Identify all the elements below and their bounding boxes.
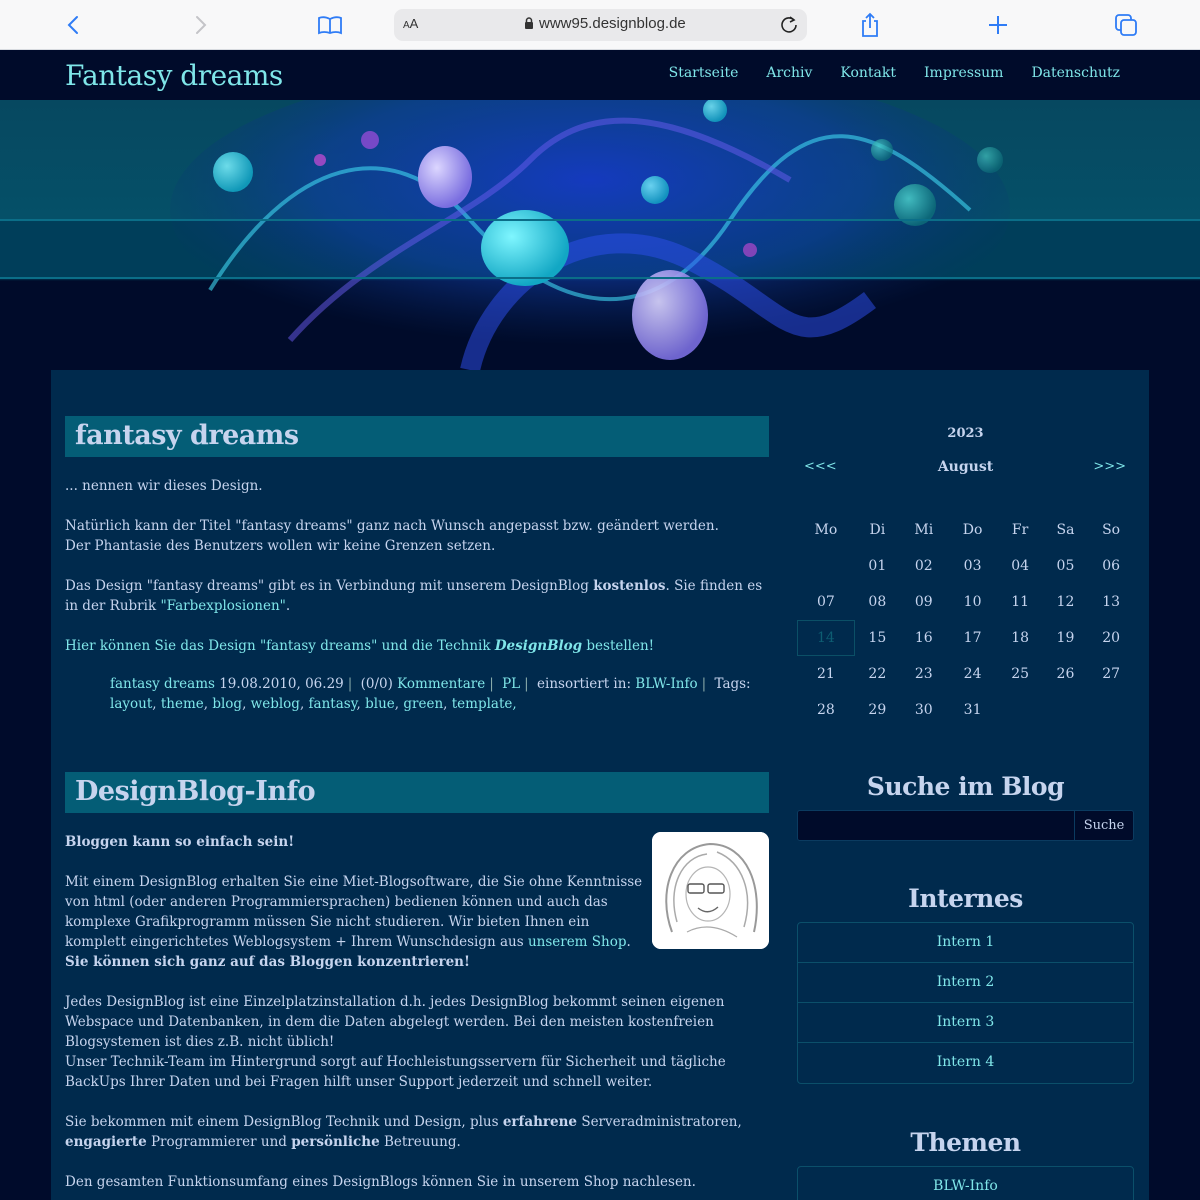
calendar-day: 13 <box>1102 594 1121 610</box>
tag-link[interactable]: layout <box>110 696 153 712</box>
nav-startseite[interactable]: Startseite <box>668 65 739 81</box>
post-title[interactable]: DesignBlog-Info <box>65 772 769 813</box>
main-nav <box>669 65 1120 81</box>
weekday-header: Fr <box>1011 522 1029 538</box>
post-paragraph: Das Design "fantasy dreams" gibt es in Verbindung mit unserem DesignBlog kostenlos. Sie finden es in der Rubrik "Farbexplosionen". <box>65 578 763 614</box>
internes-heading: Internes <box>908 884 1023 913</box>
share-icon[interactable] <box>855 10 885 40</box>
weekday-header: Mo <box>814 522 838 538</box>
header-banner <box>0 100 1200 370</box>
calendar-day: 29 <box>868 702 887 718</box>
calendar-day-today: 14 <box>797 620 855 656</box>
tag-link[interactable]: green <box>403 696 444 712</box>
weekday-header: Mi <box>914 522 934 538</box>
weekday-header: Do <box>962 522 983 538</box>
reader-aa-button[interactable]: AA <box>403 16 419 31</box>
nav-archiv[interactable]: Archiv <box>766 65 813 81</box>
calendar-day: 11 <box>1011 594 1030 610</box>
calendar-day: 30 <box>914 702 933 718</box>
post-paragraph: Den gesamten Funktionsumfang eines DesignBlogs können Sie in unserem Shop nachlesen. <box>65 1174 696 1190</box>
internes-list <box>797 922 1134 1084</box>
post-permalink-title[interactable]: fantasy dreams <box>110 676 215 692</box>
comments-count: (0/0) <box>360 676 393 692</box>
calendar-day: 07 <box>816 594 835 610</box>
post-designblog-info <box>65 772 769 1192</box>
themen-link-blw-info[interactable]: BLW-Info <box>933 1178 998 1194</box>
tag-link[interactable]: fantasy <box>308 696 357 712</box>
calendar-day: 12 <box>1056 594 1075 610</box>
search-widget <box>797 772 1134 841</box>
banner-line-bottom <box>0 277 1200 279</box>
shop-link[interactable]: unserem Shop <box>527 934 627 950</box>
calendar-day: 28 <box>816 702 835 718</box>
calendar-next-month[interactable]: >>> <box>1093 459 1126 474</box>
calendar-day: 24 <box>963 666 982 682</box>
post-fantasy-dreams <box>65 416 769 714</box>
post-body <box>65 476 769 656</box>
calendar-day <box>1088 692 1134 728</box>
search-input[interactable] <box>798 811 1075 840</box>
content-container <box>51 370 1149 1200</box>
forward-icon[interactable] <box>186 10 216 40</box>
calendar-day: 21 <box>816 666 835 682</box>
post-title[interactable]: fantasy dreams <box>65 416 769 457</box>
permalink-pl[interactable]: PL <box>502 676 521 692</box>
calendar-day: 05 <box>1056 558 1075 574</box>
calendar-day: 09 <box>914 594 933 610</box>
url-display[interactable] <box>524 15 686 32</box>
calendar-day: 19 <box>1056 630 1075 646</box>
post-paragraph: Sie bekommen mit einem DesignBlog Technik und Design, plus erfahrene Serveradministratoren, engagierte Programmierer und persönliche Betreuung. <box>65 1114 742 1150</box>
back-icon[interactable] <box>58 10 88 40</box>
bookmarks-icon[interactable] <box>315 10 345 40</box>
order-link[interactable]: Hier können Sie das Design "fantasy dreams" und die Technik DesignBlog bestellen! <box>65 638 655 654</box>
post-paragraph: ... nennen wir dieses Design. <box>65 478 263 494</box>
calendar-day: 02 <box>914 558 933 574</box>
calendar-day: 08 <box>868 594 887 610</box>
url-text: www95.designblog.de <box>539 15 686 32</box>
calendar-day: 17 <box>963 630 982 646</box>
weekday-header: Di <box>869 522 886 538</box>
calendar-day: 20 <box>1102 630 1121 646</box>
calendar-day <box>998 692 1043 728</box>
internes-widget <box>797 884 1134 1084</box>
nav-datenschutz[interactable]: Datenschutz <box>1031 65 1120 81</box>
calendar-day: 18 <box>1011 630 1030 646</box>
calendar-day <box>1043 692 1088 728</box>
calendar-day: 27 <box>1102 666 1121 682</box>
new-tab-icon[interactable] <box>983 10 1013 40</box>
tag-link[interactable]: weblog <box>250 696 300 712</box>
tag-link[interactable]: theme <box>160 696 204 712</box>
search-button[interactable]: Suche <box>1075 811 1133 840</box>
intern-link-4[interactable]: Intern 4 <box>936 1054 995 1070</box>
post-body <box>65 832 769 1192</box>
intern-link-1[interactable]: Intern 1 <box>798 923 1133 963</box>
main-column <box>65 416 769 1200</box>
calendar-day: 01 <box>868 558 887 574</box>
calendar-grid <box>797 512 1134 728</box>
intern-link-2[interactable]: Intern 2 <box>798 963 1133 1003</box>
calendar-day: 25 <box>1011 666 1030 682</box>
calendar-widget <box>797 426 1134 728</box>
calendar-day: 03 <box>963 558 982 574</box>
nav-impressum[interactable]: Impressum <box>924 65 1004 81</box>
calendar-day: 06 <box>1102 558 1121 574</box>
calendar-day: 23 <box>914 666 933 682</box>
calendar-day <box>797 548 855 584</box>
banner-line-top <box>0 219 1200 221</box>
themen-heading: Themen <box>910 1128 1021 1157</box>
site-title[interactable]: Fantasy dreams <box>65 59 283 92</box>
calendar-day: 22 <box>868 666 887 682</box>
fractal-bubbles-image <box>170 100 1060 370</box>
browser-toolbar <box>0 0 1200 50</box>
nav-kontakt[interactable]: Kontakt <box>840 65 897 81</box>
post-date: 19.08.2010, 06.29 <box>219 676 344 692</box>
lock-icon <box>524 17 534 30</box>
post-paragraph: Mit einem DesignBlog erhalten Sie eine Miet-Blogsoftware, die Sie ohne Kenntnisse von html (oder anderen Programmiersprachen) bedienen können und auch das komplexe Grafikprogramm müssen Sie nicht studieren. Wir bieten Ihnen ein komplett eingerichtetes Weblogsystem + Ihrem Wunschdesign aus unserem Shop. Sie können sich ganz auf das Bloggen konzentrieren! <box>65 874 643 970</box>
site-header <box>0 51 1200 100</box>
themen-widget <box>797 1128 1134 1200</box>
post-meta: fantasy dreams 19.08.2010, 06.29 | (0/0) Kommentare | PL | einsortiert in: BLW-Info | Tags: layout, theme, blog, weblog, fantasy, blue, green, template, <box>110 676 751 712</box>
address-bar[interactable] <box>394 9 807 41</box>
weekday-header: Sa <box>1056 522 1075 538</box>
category-label: einsortiert in: <box>537 676 631 692</box>
calendar-year: 2023 <box>947 426 984 441</box>
tabs-icon[interactable] <box>1111 10 1141 40</box>
tag-link[interactable]: blog <box>212 696 243 712</box>
weekday-header: So <box>1102 522 1121 538</box>
post-paragraph: Jedes DesignBlog ist eine Einzelplatzinstallation d.h. jedes DesignBlog bekommt seinen eigenen Webspace und Datenbanken, in dem die Daten abgelegt werden. Bei den meisten kostenfreien Blogsystemen ist dies z.B. nicht üblich! Unser Technik-Team im Hintergrund sorgt auf Hochleistungsservern für Sicherheit und tägliche BackUps Ihrer Daten und bei Fragen hilft unser Support jederzeit und schnell weiter. <box>65 994 726 1090</box>
tag-link[interactable]: blue <box>365 696 395 712</box>
calendar-day: 26 <box>1056 666 1075 682</box>
calendar-day: 10 <box>963 594 982 610</box>
calendar-month: August <box>937 459 994 475</box>
post-paragraph: Natürlich kann der Titel "fantasy dreams" ganz nach Wunsch angepasst bzw. geändert werden. Der Phantasie des Benutzers wollen wir keine Grenzen setzen. <box>65 518 719 554</box>
calendar-day: 16 <box>914 630 933 646</box>
post-paragraph: Bloggen kann so einfach sein! <box>65 834 295 850</box>
tag-link[interactable]: template <box>451 696 513 712</box>
portrait-sketch-image <box>652 832 769 949</box>
comments-link[interactable]: Kommentare <box>397 676 486 692</box>
calendar-prev-month[interactable]: <<< <box>804 459 837 474</box>
calendar-day: 31 <box>963 702 982 718</box>
tags-label: Tags: <box>714 676 751 692</box>
reload-icon[interactable] <box>777 13 801 37</box>
search-heading: Suche im Blog <box>866 772 1065 801</box>
calendar-day: 04 <box>1011 558 1030 574</box>
themen-list <box>797 1166 1134 1200</box>
calendar-day: 15 <box>868 630 887 646</box>
farbexplosionen-link[interactable]: "Farbexplosionen" <box>160 598 286 614</box>
category-link[interactable]: BLW-Info <box>635 676 698 692</box>
sidebar <box>797 370 1134 1200</box>
intern-link-3[interactable]: Intern 3 <box>798 1003 1133 1043</box>
